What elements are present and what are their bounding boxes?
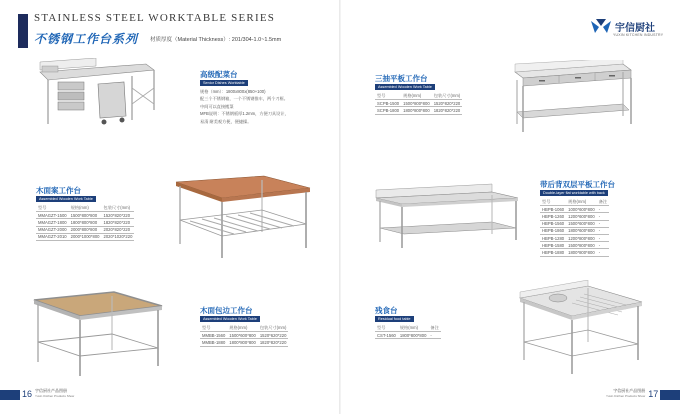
table-row (200, 339, 288, 346)
table-row (375, 332, 441, 339)
table-cell: HBPB-1880 (542, 249, 565, 255)
product-title: 三抽平板工作台 (375, 74, 428, 83)
table-cell: 1500*800*800 (568, 242, 595, 248)
product-subtitle: Senior Dishes Worktable (200, 80, 248, 86)
footer-left (22, 389, 74, 399)
product-title: 木面案工作台 (36, 186, 81, 195)
page-number-left: 16 (22, 389, 33, 399)
table-cell: - (597, 206, 609, 213)
table-row (200, 332, 288, 339)
table-cell: HBPB-1280 (542, 235, 565, 241)
table-cell: - (597, 234, 609, 241)
table-header-row (36, 204, 134, 212)
table-cell: SCPB-1800 (377, 107, 400, 113)
table-row (375, 100, 462, 107)
product-subtitle: Residual food table (375, 316, 414, 322)
product-subtitle: Double-layer flat worktable with back (540, 190, 608, 196)
table-row (540, 242, 609, 249)
footer-brand-en: Yuxin Kitchen Products Show (35, 394, 75, 398)
material-thickness: 材质厚度（Material Thickness）: 201/304-1.0~1.5mm (150, 37, 282, 43)
product-wooden-edge-worktable (200, 306, 320, 347)
table-cell: - (597, 220, 609, 227)
table-row (540, 249, 609, 256)
table-cell: - (597, 227, 609, 234)
product-three-drawer-worktable (375, 74, 485, 115)
table-cell: 1820*820*220 (433, 107, 461, 113)
table-header-row (540, 198, 609, 206)
table-cell: 1500*600*800 (568, 221, 595, 227)
column-header: 型号 (200, 324, 227, 332)
product-subtitle: Assembled Wooden Work Table (36, 196, 96, 202)
table-cell: 1800*800*800 (69, 219, 102, 226)
table-cell: 1800*800*800 (399, 332, 427, 338)
table-cell: 1500*800*800 (403, 100, 430, 106)
column-header: 型号 (36, 204, 69, 212)
footer-brand-en: Yuxin Kitchen Products Show (606, 394, 646, 398)
column-header: 规格(mm) (69, 204, 102, 212)
table-cell: HBPB-1060 (542, 206, 565, 212)
product-double-layer-table-with-back (540, 180, 650, 257)
table-cell: 1500*800*800 (69, 212, 102, 219)
table-header-row (200, 324, 288, 332)
brand-logo (590, 18, 655, 34)
series-title-en: STAINLESS STEEL WORKTABLE SERIES (34, 12, 276, 24)
table-row (540, 234, 609, 241)
product-title: 残食台 (375, 306, 398, 315)
header-accent-bar (18, 14, 28, 48)
table-cell: 1500*600*800 (229, 332, 256, 338)
table-row (540, 206, 609, 213)
table-cell: 1520*620*220 (259, 332, 287, 338)
footer-brand-cn: 宇信厨社产品图册 (35, 388, 68, 394)
table-cell: - (597, 213, 609, 220)
spec-table (200, 324, 288, 347)
table-cell: MMAGZT-2010 (38, 234, 67, 240)
product-description (200, 88, 310, 125)
table-row (36, 226, 134, 233)
table-cell: HBPB-1860 (542, 228, 565, 234)
wooden-worktable-image (172, 174, 314, 260)
column-header: 规格(mm) (227, 324, 258, 332)
column-header: 备注 (428, 324, 440, 332)
table-cell: 2020*1020*220 (103, 234, 133, 240)
three-drawer-worktable-image (505, 60, 635, 140)
page-number-right: 17 (648, 389, 659, 399)
table-cell: MMAGZT-1500 (38, 212, 67, 218)
column-header: 包装尺寸(mm) (258, 324, 289, 332)
column-header: 规格(mm) (401, 92, 432, 100)
table-row (540, 227, 609, 234)
table-cell: 1820*820*220 (259, 339, 287, 345)
spec-line: 配三个不锈钢箱，一个不锈钢推车，两个刀框。 (200, 96, 288, 102)
spec-table (375, 324, 441, 339)
footer-right (606, 389, 658, 399)
logo-name-cn: 宇信厨社 (615, 22, 655, 34)
column-header: 包装尺寸(mm) (432, 92, 463, 100)
product-senior-dishes-worktable (200, 70, 310, 125)
table-row (36, 219, 134, 226)
column-header: 型号 (375, 324, 398, 332)
table-cell: - (597, 242, 609, 249)
table-cell: 1800*800*800 (229, 339, 256, 345)
product-title: 木面包边工作台 (200, 306, 253, 315)
senior-dishes-worktable-image (36, 58, 156, 130)
table-cell: - (428, 332, 440, 339)
wooden-edge-worktable-image (28, 290, 166, 378)
table-cell: 1800*800*800 (568, 249, 595, 255)
table-cell: MMAGZT-2000 (38, 227, 67, 233)
product-title: 高级配菜台 (200, 70, 238, 79)
table-cell: MMBB-1880 (202, 339, 226, 345)
product-subtitle: Assembled Wooden Work Table (375, 84, 435, 90)
table-cell: 2000*800*800 (69, 226, 102, 233)
table-cell: HBPB-1580 (542, 242, 565, 248)
table-row (540, 213, 609, 220)
table-cell: 1800*800*800 (403, 107, 430, 113)
footer-brand-right (606, 389, 645, 398)
table-row (540, 220, 609, 227)
table-cell: CST-1560 (377, 332, 396, 338)
series-title-cn: 不锈钢工作台系列 (34, 32, 139, 46)
product-subtitle: Assembled Wooden Work Table (200, 316, 260, 322)
footer-brand-left (35, 389, 74, 398)
spec-table (375, 92, 462, 115)
logo-name-en: YUXIN KITCHEN INDUSTRY (613, 33, 664, 37)
footer-bar-right (660, 390, 680, 400)
page-spine (339, 0, 341, 414)
table-cell: 1800*600*800 (568, 228, 595, 234)
table-cell: 1820*820*220 (102, 219, 135, 226)
column-header: 备注 (597, 198, 609, 206)
spec-line: 中间可以直接搬菜 (200, 103, 234, 109)
column-header: 规格(mm) (398, 324, 429, 332)
spec-line: MFB说明：不锈钢板厚1.2mm，方便刀具设计， (200, 111, 289, 117)
footer-brand-cn: 宇信厨社产品图册 (613, 388, 646, 394)
spec-table (540, 198, 609, 257)
spec-table (36, 204, 134, 241)
column-header: 型号 (375, 92, 401, 100)
table-cell: 1200*800*800 (568, 235, 595, 241)
spec-line: 规格（mm）：1800x800x(850+100) (200, 89, 266, 94)
table-header-row (375, 92, 462, 100)
table-cell: HBPB-1560 (542, 221, 565, 227)
product-wooden-worktable (36, 186, 156, 241)
table-cell: SCPB-1500 (377, 100, 400, 106)
product-title: 带后背双层平板工作台 (540, 180, 615, 189)
table-cell: 2000*1000*800 (70, 234, 100, 240)
column-header: 型号 (540, 198, 566, 206)
table-cell: HBPB-1260 (542, 213, 565, 219)
table-row (36, 212, 134, 219)
table-row (36, 233, 134, 240)
table-cell: 1520*820*220 (433, 100, 461, 106)
product-residual-food-table (375, 306, 485, 339)
table-cell: 1200*600*800 (568, 213, 595, 219)
table-row (375, 107, 462, 114)
table-cell: 1520*820*220 (102, 212, 135, 219)
table-cell: MMBB-1560 (202, 332, 226, 338)
column-header: 规格(mm) (566, 198, 597, 206)
footer-bar-left (0, 390, 20, 400)
residual-food-table-image (512, 280, 646, 376)
table-cell: MMAGZT-1800 (38, 219, 67, 225)
table-cell: 2020*820*220 (102, 226, 135, 233)
logo-mark-icon (590, 18, 612, 34)
table-header-row (375, 324, 441, 332)
double-layer-table-with-back-image (372, 180, 522, 252)
table-cell: - (597, 249, 609, 256)
spec-line: 易清 耐美观方便，便捷操。 (200, 118, 252, 124)
column-header: 包装尺寸(mm) (102, 204, 135, 212)
table-cell: 1000*600*800 (568, 206, 595, 212)
